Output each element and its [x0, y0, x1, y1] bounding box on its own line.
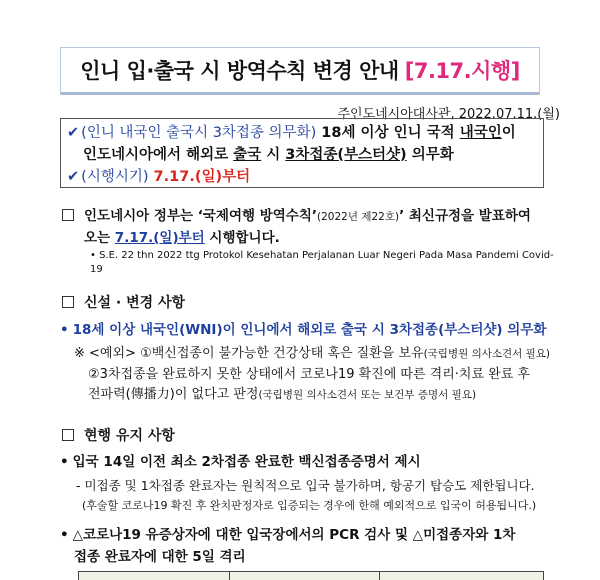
section-3-bullet-2-cont: 접종 완료자에 대한 5일 격리: [74, 549, 246, 565]
summary-period-date: 7.17.(일)부터: [148, 169, 251, 185]
section-3-bullet-2: [60, 524, 560, 568]
bullet-icon: •: [60, 527, 69, 543]
section-3-sub-1-note: (후술할 코로나19 확진 후 완치판정자로 입증되는 경우에 한해 예외적으로 입국이 허용됩니다.): [82, 499, 537, 512]
section-3-bullet-2-text: △코로나19 유증상자에 대한 입국장에서의 PCR 검사 및 △미접종자와 1차: [72, 527, 516, 543]
section-2-heading: [62, 292, 185, 312]
summary-headline: (인니 내국인 출국시 3차접종 의무화): [81, 125, 317, 141]
section-2-exceptions: [74, 344, 554, 406]
section-2-bullet-text: 18세 이상 내국인(WNI)이 인니에서 해외로 출국 시 3차접종(부스터샷) 의무화: [72, 322, 547, 338]
summary-box: [60, 118, 544, 188]
section-1-text: [62, 206, 552, 249]
section-1-date: 7.17.(일)부터: [114, 230, 205, 246]
issuer-date: 주인도네시아대사관, 2022.07.11.(월): [337, 107, 560, 122]
section-1-ref: (2022년 제22호): [317, 211, 400, 223]
checkbox-square-icon: [62, 296, 74, 308]
summary-line-1: [67, 122, 539, 144]
section-1-line: 오는: [84, 230, 115, 246]
section-1-line: 시행합니다.: [204, 230, 280, 246]
section-3-sub-1: - 미접종 및 1차접종 완료자는 원칙적으로 입국 불가하며, 항공기 탑승도 제한됩니다.: [76, 478, 535, 493]
exception-item-1: ①백신접종이 불가능한 건강상태 혹은 질환을 보유: [140, 346, 424, 361]
section-1-note: • S.E. 22 thn 2022 ttg Protokol Kesehatan Perjalanan Luar Negeri Pada Masa Pandemi Covid-19: [90, 250, 554, 275]
section-1-line: 인도네시아 정부는 ‘국제여행 방역수칙’: [84, 208, 318, 224]
check-icon: ✔: [67, 125, 80, 141]
exception-item-2-note: (국립병원 의사소견서 또는 보건부 증명서 필요): [258, 389, 477, 401]
summary-text: 18세 이상 인니 국적: [316, 125, 460, 141]
page-title: [60, 47, 540, 95]
exception-label: ※ <예외>: [74, 346, 136, 361]
title-main: 인니 입·출국 시 방역수칙 변경 안내: [80, 59, 399, 83]
summary-text: 내국인: [459, 125, 502, 141]
summary-text: 시: [261, 147, 286, 163]
section-3-title: 현행 유지 사항: [84, 428, 175, 444]
summary-line-3: [67, 166, 539, 188]
summary-text: 인도네시아에서 해외로: [83, 147, 234, 163]
title-effective-tag: [7.17.시행]: [404, 59, 520, 83]
summary-text: 출국: [233, 147, 262, 163]
exception-item-2: ②3차접종을 완료하지 못한 상태에서 코로나19 확진에 따른 격리·치료 완료 후: [88, 366, 530, 382]
exception-item-2-cont: 전파력(傳播力)이 없다고 판정: [88, 387, 259, 402]
summary-line-2: [67, 144, 539, 166]
check-icon: ✔: [67, 169, 80, 185]
checkbox-square-icon: [62, 429, 74, 441]
section-3-bullet-1-text: 입국 14일 이전 최소 2차접종 완료한 백신접종증명서 제시: [72, 454, 421, 470]
section-1-line: ’ 최신규정을 발표하여: [399, 208, 531, 224]
checkbox-square-icon: [62, 209, 74, 221]
section-2-bullet: [60, 320, 560, 341]
section-3-heading: [62, 425, 175, 445]
section-3-bullet-1: [60, 452, 560, 473]
summary-text: 의무화: [406, 147, 454, 163]
section-2-title: 신설 · 변경 사항: [84, 295, 186, 311]
bullet-icon: •: [60, 322, 69, 338]
bullet-icon: •: [60, 454, 69, 470]
table-top-edge: [78, 571, 544, 580]
summary-text: 3차접종(부스터샷): [285, 147, 407, 163]
section-3-sub: [76, 476, 556, 516]
summary-period-label: (시행시기): [81, 169, 149, 185]
exception-item-1-note: (국립병원 의사소견서 필요): [423, 348, 551, 360]
summary-text: 이: [501, 125, 516, 141]
